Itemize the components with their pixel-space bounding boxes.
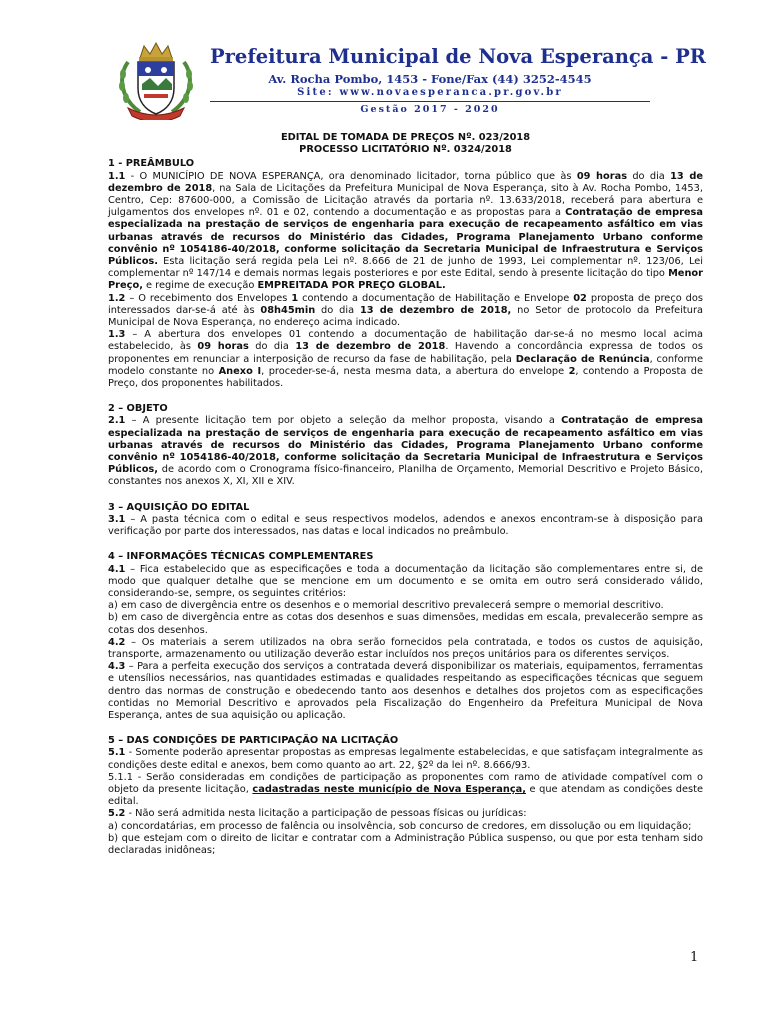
header-gestao: Gestão 2017 - 2020	[360, 104, 500, 115]
section-4-heading: 4 – INFORMAÇÕES TÉCNICAS COMPLEMENTARES	[108, 551, 374, 563]
header-site: Site: www.novaesperanca.pr.gov.br	[297, 87, 563, 98]
document-title	[108, 132, 703, 156]
edital-title: EDITAL DE TOMADA DE PREÇOS Nº. 023/2018	[280, 132, 531, 143]
paragraph-3-1: 3.1 – A pasta técnica com o edital e seus respectivos modelos, adendos e anexos encontram-se à disposição para verificação por parte dos interessados, nas datas e local indicados no preâmbulo.	[108, 513, 703, 538]
section-3-heading: 3 – AQUISIÇÃO DO EDITAL	[108, 501, 250, 513]
item-4-1-a: a) em caso de divergência entre os desenhos e o memorial descritivo prevalecerá sempre o memorial descritivo.	[108, 600, 664, 612]
paragraph-1-2: 1.2 – O recebimento dos Envelopes 1 contendo a documentação de Habilitação e Envelope 02 proposta de preço dos interessados dar-se-á até às 08h45min do dia 13 de dezembro de 2018, no Setor de protocolo da Prefeitura Municipal de Nova Esperança, no endereço acima indicado.	[108, 292, 704, 329]
header-divider	[210, 101, 650, 102]
item-5-2-a: a) concordatárias, em processo de falência ou insolvência, sob concurso de credores, em dissolução ou em liquidação;	[108, 820, 692, 832]
section-2-heading: 2 – OBJETO	[108, 403, 168, 415]
paragraph-5-2: 5.2 - Não será admitida nesta licitação a participação de pessoas físicas ou jurídicas:	[108, 808, 527, 820]
page-number: 1	[690, 950, 699, 965]
item-4-1-b: b) em caso de divergência entre as cotas dos desenhos e suas dimensões, medidas em escala, prevalecerão sempre as cotas dos desenhos.	[108, 612, 703, 636]
header-address: Av. Rocha Pombo, 1453 - Fone/Fax (44) 3252-4545	[268, 72, 592, 86]
item-5-2-b: b) que estejam com o direito de licitar e contratar com a Administração Pública suspenso, ou que por esta tenham sido declaradas inidôneas;	[108, 832, 703, 856]
section-1-heading: 1 - PREÂMBULO	[108, 158, 195, 170]
header-title: Prefeitura Municipal de Nova Esperança - PR	[210, 45, 706, 68]
paragraph-1-1: 1.1 - O MUNICÍPIO DE NOVA ESPERANÇA, ora denominado licitador, torna público que às 09 horas do dia 13 de dezembro de 2018, na Sala de Licitações da Prefeitura Municipal de Nova Esperança, sito à Av. Rocha Pombo, 1453, Centro, Cep: 87600-000, a Comissão de Licitação através da portaria nº. 13.633/2018, receberá para abertura e julgamentos dos envelopes nº. 01 e 02, contendo a documentação e as propostas para a Contratação de empresa especializada na prestação de serviços de engenharia para execução de recapeamento asfáltico em vias urbanas através de recursos do Ministério das Cidades, Programa Planejamento Urbano conforme convênio nº 1054186-40/2018, conforme solicitação da Secretaria Municipal de Infraestrutura e Serviços Públicos. Esta licitação será regida pela Lei nº. 8.666 de 21 de junho de 1993, Lei complementar nº. 123/06, Lei complementar nº 147/14 e demais normas legais posteriores e por este Edital, sendo à presente licitação do tipo Menor Preço, e regime de execução EMPREITADA POR PREÇO GLOBAL.	[108, 170, 704, 292]
paragraph-1-3: 1.3 – A abertura dos envelopes 01 contendo a documentação de habilitação dar-se-á no mesmo local acima estabelecido, às 09 horas do dia 13 de dezembro de 2018. Havendo a concordância expressa de todos os proponentes em renunciar a interposição de recurso da fase de habilitação, pela Declaração de Renúncia, conforme modelo constante no Anexo I, proceder-se-á, nesta mesma data, a abertura do envelope 2, contendo a Proposta de Preço, dos proponentes habilitados.	[108, 329, 704, 390]
paragraph-5-1-1: 5.1.1 - Serão consideradas em condições de participação as proponentes com ramo de atividade compatível com o objeto da presente licitação, cadastradas neste município de Nova Esperança, e que atendam as condições deste edital.	[108, 771, 704, 808]
paragraph-4-3: 4.3 – Para a perfeita execução dos serviços a contratada deverá disponibilizar os materiais, equipamentos, ferramentas e utensílios necessários, nas quantidades estimadas e qualidades respeitando as especificações técnicas que seguem dentro das normas de construção e obedecendo tanto aos desenhos e detalhes dos projetos com as especificações contidas no Memorial Descritivo e aprovados pela Fiscalização do Engenheiro da Prefeitura Municipal de Nova Esperança, antes de sua aquisição ou aplicação.	[108, 661, 703, 721]
municipal-crest-icon	[114, 40, 198, 120]
section-5-heading: 5 – DAS CONDIÇÕES DE PARTICIPAÇÃO NA LICITAÇÃO	[108, 735, 399, 747]
paragraph-4-1: 4.1 – Fica estabelecido que as especificações e toda a documentação da licitação são complementares entre si, de modo que qualquer detalhe que se mencione em um documento e se omita em outro será considerado válido, considerando-se, sempre, os seguintes critérios:	[108, 563, 703, 599]
paragraph-4-2: 4.2 – Os materiais a serem utilizados na obra serão fornecidos pela contratada, e todos os custos de aquisição, transporte, armazenamento ou utilização deverão estar incluídos nos preços unitários para os diferentes serviços.	[108, 636, 703, 660]
document-body	[108, 132, 703, 857]
paragraph-2-1: 2.1 – A presente licitação tem por objeto a seleção da melhor proposta, visando a Contratação de empresa especializada na prestação de serviços de engenharia para execução de recapeamento asfáltico em vias urbanas através de recursos do Ministério das Cidades, Programa Planejamento Urbano conforme convênio nº 1054186-40/2018, conforme solicitação da Secretaria Municipal de Infraestrutura e Serviços Públicos, de acordo com o Cronograma físico-financeiro, Planilha de Orçamento, Memorial Descritivo e Projeto Básico, constantes nos anexos X, XI, XII e XIV.	[108, 415, 703, 488]
paragraph-5-1: 5.1 - Somente poderão apresentar propostas as empresas legalmente estabelecidas, e que satisfaçam integralmente as condições deste edital e anexos, bem como quanto ao art. 22, §2º da lei nº. 8.666/93.	[108, 747, 703, 771]
processo-title: PROCESSO LICITATÓRIO Nº. 0324/2018	[299, 144, 512, 156]
